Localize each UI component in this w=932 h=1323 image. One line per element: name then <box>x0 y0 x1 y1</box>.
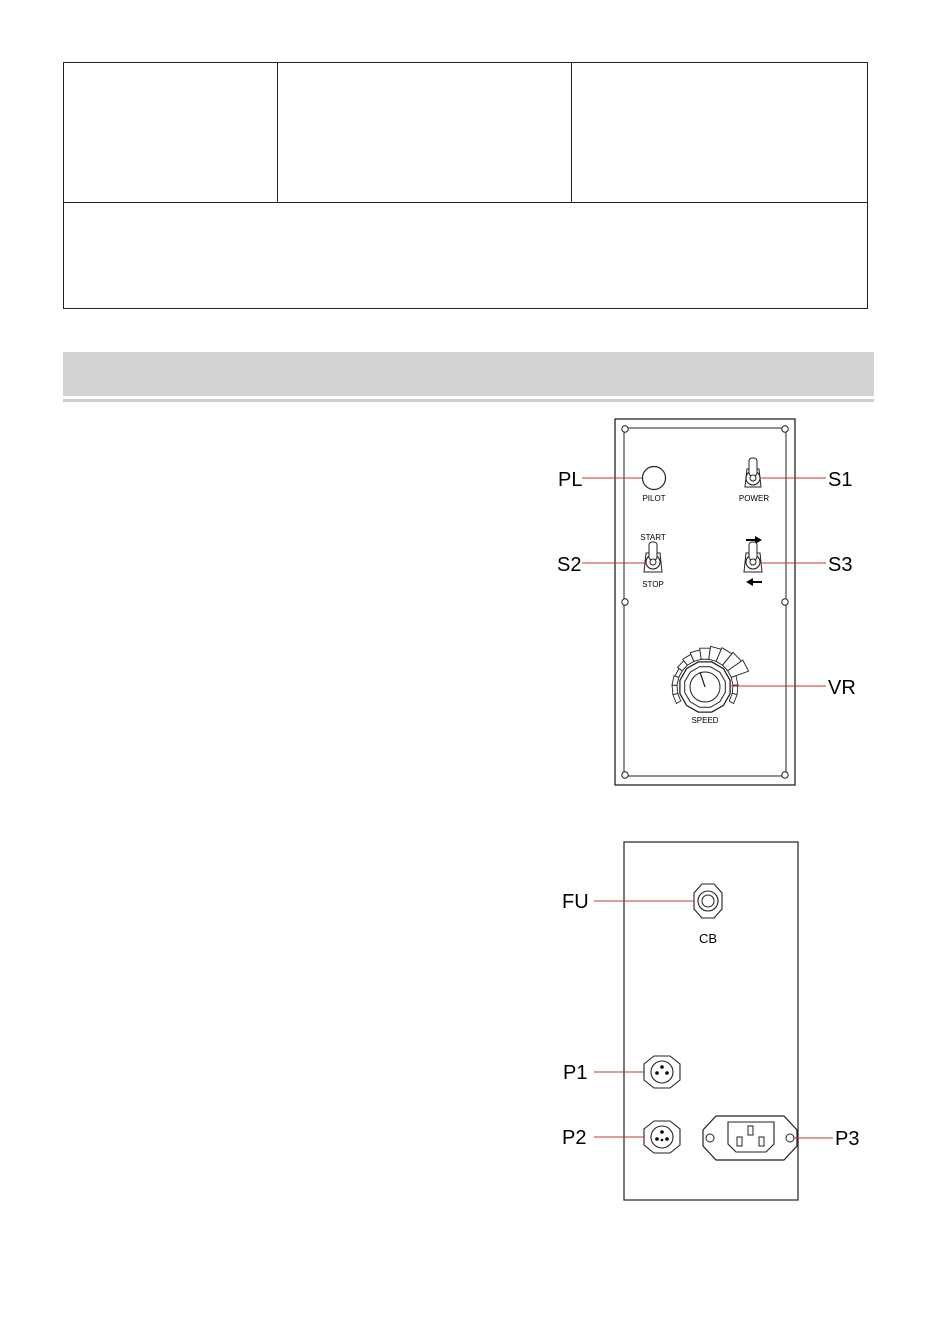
callout-p1: P1 <box>563 1062 588 1084</box>
ac-inlet-p3-icon <box>703 1116 797 1160</box>
screw-icon <box>622 426 628 432</box>
power-label: POWER <box>738 494 770 503</box>
start-label: START <box>640 533 666 542</box>
screw-icon <box>782 772 788 778</box>
connector-p2-icon <box>644 1121 680 1153</box>
callout-p3: P3 <box>835 1128 860 1150</box>
stop-label: STOP <box>642 580 664 589</box>
speed-label: SPEED <box>691 716 719 725</box>
callout-vr: VR <box>828 677 856 699</box>
connector-p1-icon <box>644 1056 680 1088</box>
screw-icon <box>622 772 628 778</box>
screw-icon <box>782 599 788 605</box>
callout-pl: PL <box>558 469 583 491</box>
cb-label: CB <box>698 931 718 946</box>
rear-panel <box>624 842 798 1200</box>
front-control-panel <box>615 419 795 785</box>
pilot-lamp-icon <box>643 467 666 490</box>
screw-icon <box>622 599 628 605</box>
callout-p2: P2 <box>562 1127 587 1149</box>
pilot-label: PILOT <box>642 494 666 503</box>
callout-s1: S1 <box>828 469 853 491</box>
callout-fu: FU <box>562 891 589 913</box>
callout-s3: S3 <box>828 554 853 576</box>
screw-icon <box>782 426 788 432</box>
callout-s2: S2 <box>557 554 582 576</box>
circuit-breaker-icon <box>694 884 722 918</box>
